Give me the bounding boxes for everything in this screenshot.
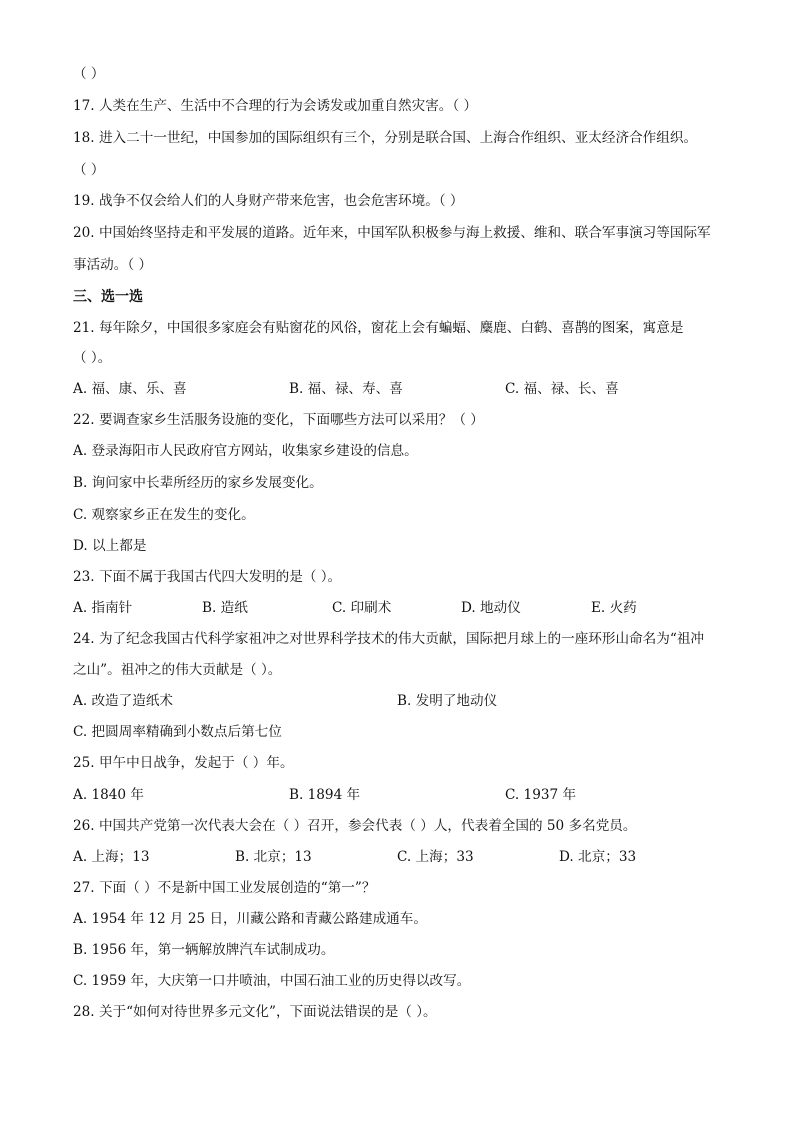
question-27: 27. 下面（ ）不是新中国工业发展创造的“第一”？: [73, 880, 376, 896]
q21-option-b: B. 福、禄、寿、喜: [289, 381, 403, 397]
question-24-line1: 24. 为了纪念我国古代科学家祖冲之对世界科学技术的伟大贡献，国际把月球上的一座环形山命名为“祖冲: [73, 631, 705, 647]
question-23: 23. 下面不属于我国古代四大发明的是（ ）。: [73, 569, 342, 585]
q27-option-a: A. 1954 年 12 月 25 日，川藏公路和青藏公路建成通车。: [73, 911, 427, 927]
question-19: 19. 战争不仅会给人们的人身财产带来危害，也会危害环境。（ ）: [73, 193, 464, 209]
question-26: 26. 中国共产党第一次代表大会在（ ）召开，参会代表（ ）人，代表着全国的 50 多名党员。: [73, 818, 637, 834]
q23-option-c: C. 印刷术: [332, 600, 392, 616]
q24-option-c: C. 把圆周率精确到小数点后第七位: [73, 724, 282, 740]
q22-option-d: D. 以上都是: [73, 538, 147, 554]
question-24-line2: 之山”。祖冲之的伟大贡献是（ ）。: [73, 662, 282, 678]
q23-option-d: D. 地动仪: [461, 600, 521, 616]
q26-option-c: C. 上海；33: [397, 849, 474, 865]
q23-option-a: A. 指南针: [73, 600, 133, 616]
q22-option-a: A. 登录海阳市人民政府官方网站，收集家乡建设的信息。: [73, 443, 418, 459]
q24-option-a: A. 改造了造纸术: [73, 693, 174, 709]
question-28: 28. 关于“如何对待世界多元文化”，下面说法错误的是（ ）。: [73, 1004, 437, 1020]
q26-option-a: A. 上海；13: [73, 849, 150, 865]
q22-option-c: C. 观察家乡正在发生的变化。: [73, 507, 255, 523]
question-18-line1: 18. 进入二十一世纪，中国参加的国际组织有三个，分别是联合国、上海合作组织、亚太经济合作组织。: [73, 130, 698, 146]
q22-option-b: B. 询问家中长辈所经历的家乡发展变化。: [73, 475, 323, 491]
question-17: 17. 人类在生产、生活中不合理的行为会诱发或加重自然灾害。（ ）: [73, 98, 478, 114]
q16-answer-blank: （ ）: [73, 66, 105, 82]
question-21-line2: （ ）。: [73, 350, 112, 366]
question-21-line1: 21. 每年除夕，中国很多家庭会有贴窗花的风俗，窗花上会有蝙蝠、麋鹿、白鹤、喜鹊的图案，寓意是: [73, 320, 684, 336]
q26-option-b: B. 北京；13: [235, 849, 312, 865]
q27-option-c: C. 1959 年，大庆第一口井喷油，中国石油工业的历史得以改写。: [73, 973, 471, 989]
q23-option-b: B. 造纸: [202, 600, 248, 616]
q21-option-a: A. 福、康、乐、喜: [73, 381, 187, 397]
q26-option-d: D. 北京；33: [559, 849, 637, 865]
q25-option-c: C. 1937 年: [505, 787, 577, 803]
question-20-line2: 事活动。（ ）: [73, 257, 153, 273]
q25-option-b: B. 1894 年: [289, 787, 361, 803]
q27-option-b: B. 1956 年，第一辆解放牌汽车试制成功。: [73, 942, 335, 958]
q24-option-b: B. 发明了地动仪: [397, 693, 498, 709]
section-heading: 三、选一选: [73, 289, 143, 305]
q21-option-c: C. 福、禄、长、喜: [505, 381, 619, 397]
question-25: 25. 甲午中日战争，发起于（ ）年。: [73, 755, 294, 771]
q25-option-a: A. 1840 年: [73, 787, 144, 803]
q23-option-e: E. 火药: [591, 600, 637, 616]
question-22: 22. 要调查家乡生活服务设施的变化，下面哪些方法可以采用？（ ）: [73, 412, 484, 428]
question-20-line1: 20. 中国始终坚持走和平发展的道路。近年来，中国军队积极参与海上救援、维和、联合军事演习等国际军: [73, 225, 711, 241]
question-18-line2: （ ）: [73, 162, 105, 178]
